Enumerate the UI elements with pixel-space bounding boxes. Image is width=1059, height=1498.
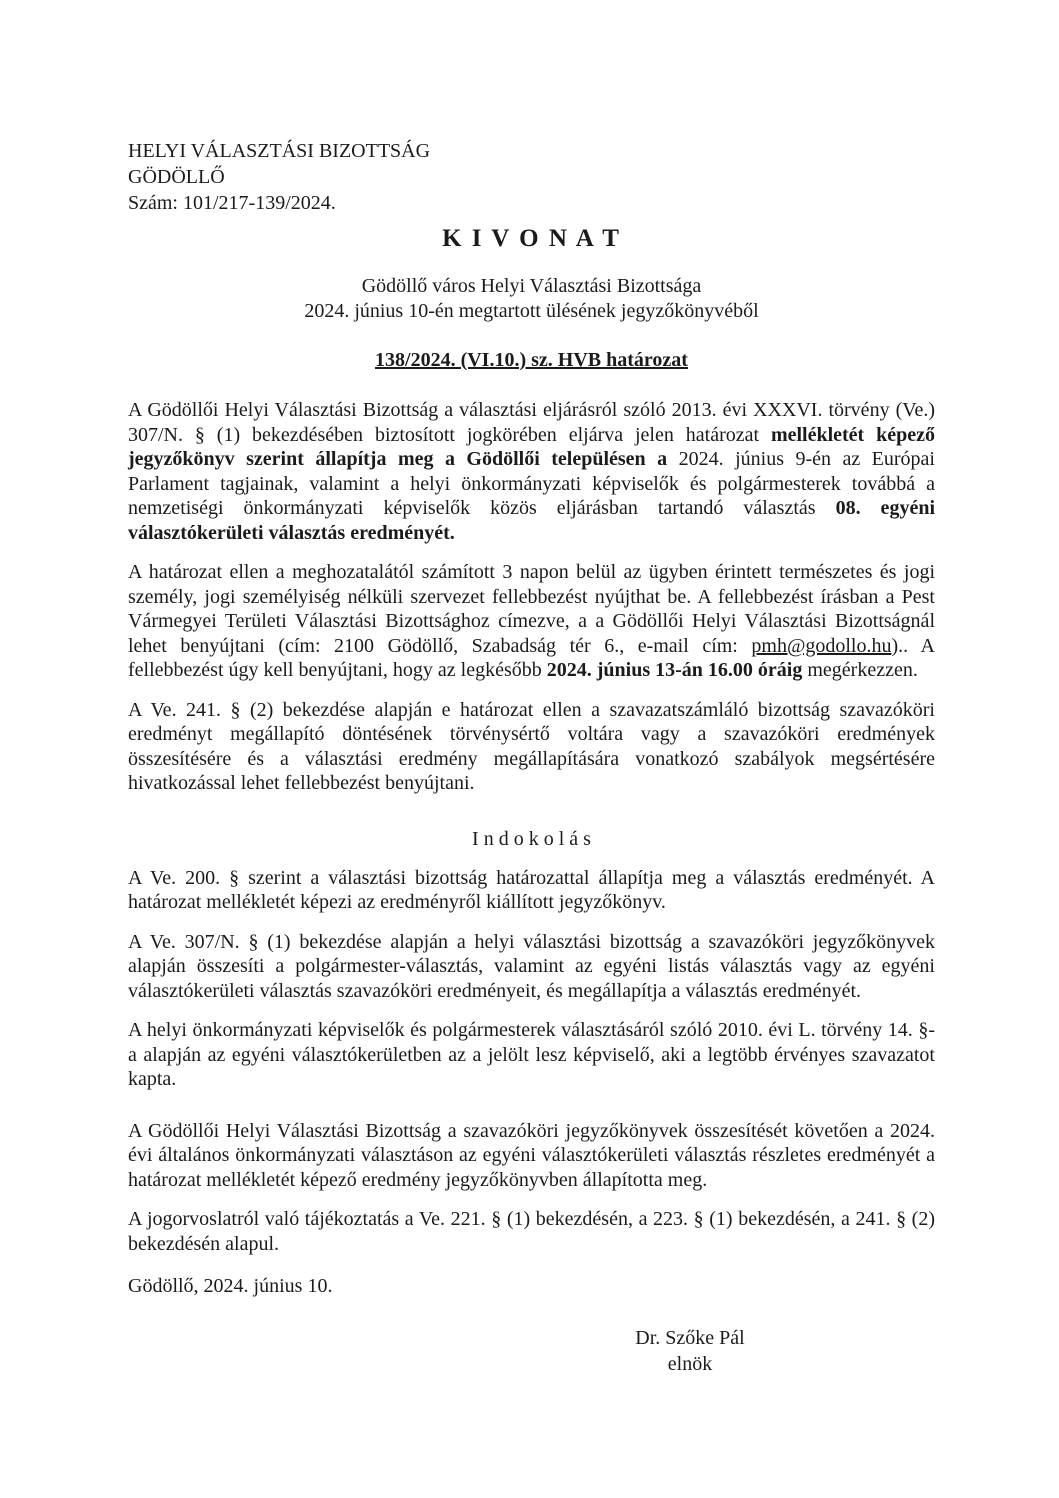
paragraph-appeal-grounds [128, 698, 935, 796]
sender-block [128, 138, 935, 216]
document-title: K I V O N A T [442, 225, 621, 252]
subtitle-block [128, 274, 935, 324]
text-run: 2024. június 9-én az Európai Parlament tagjainak, valamint a helyi önkormányzati képviselők és polgármesterek továbbá a nemzetiségi önkormányzati képviselők közös eljárásban tartandó választás [128, 448, 935, 519]
text-run: ).. A fellebbezést úgy kell benyújtani, hogy az legkésőbb [128, 634, 936, 681]
signatory-name: Dr. Szőke Pál [635, 1326, 745, 1349]
decision-heading: 138/2024. (VI.10.) sz. HVB határozat [375, 349, 688, 371]
paragraph-eredmeny [128, 1119, 935, 1193]
signatory-title: elnök [667, 1352, 713, 1375]
text-run: A Ve. 241. § (2) bekezdése alapján e határozat ellen a szavazatszámláló bizottság szavazóköri eredményt megállapító döntésének törvénysértő voltára vagy a szavazóköri eredmények összesítésére és a választási eredmény megállapítására vonatkozó szabályok megsértésére hivatkozással lehet fellebbezést benyújtani. [128, 698, 935, 794]
text-run: A határozat ellen a meghozatalától számított 3 napon belül az ügyben érintett természetes és jogi személy, jogi személyiség nélküli szervezet fellebbezést nyújthat be. A fellebbezést írásban a Pest Vármegyei Területi Választási Bizottsághoz címezve, a a Gödöllői Helyi Választási Bizottságnál lehet benyújtani (cím: 2100 Gödöllő, Szabadság tér 6., e-mail cím: [128, 561, 935, 657]
text-run: A Ve. 200. § szerint a választási bizottság határozattal állapítja meg a választás eredményét. A határozat mellékletét képezi az eredményről kiállított jegyzőkönyv. [128, 866, 935, 913]
subtitle-committee: Gödöllő város Helyi Választási Bizottsága [361, 275, 702, 297]
text-run: megérkezzen. [802, 659, 918, 681]
subtitle-session: 2024. június 10-én megtartott ülésének jegyzőkönyvéből [304, 300, 759, 322]
date-line: Gödöllő, 2024. június 10. [128, 1275, 333, 1297]
text-run: 2024. június 13-án 16.00 óráig [546, 659, 803, 681]
text-run: A Ve. 307/N. § (1) bekezdése alapján a helyi választási bizottság a szavazóköri jegyzőkönyvek alapján összesíti a polgármester-választás, valamint az egyéni listás választás vagy az egyéni választókerületi választás szavazóköri eredményeit, és megállapítja a választás eredményét. [128, 930, 935, 1002]
paragraph-jogorvoslat [128, 1207, 935, 1256]
sender-organization: HELYI VÁLASZTÁSI BIZOTTSÁG [128, 140, 431, 162]
sender-city: GÖDÖLLŐ [128, 166, 225, 188]
paragraph-ve200 [128, 866, 935, 915]
text-run: A helyi önkormányzati képviselők és polgármesterek választásáról szóló 2010. évi L. törvény 14. §-a alapján az egyéni választókerületben az a jelölt lesz képviselő, aki a legtöbb érvényes szavazatot kapta. [128, 1019, 935, 1090]
paragraph-2010-torveny [128, 1018, 935, 1092]
text-run: A Gödöllői Helyi Választási Bizottság a szavazóköri jegyzőkönyvek összesítését követően a 2024. évi általános önkormányzati választáson az egyéni választókerületi választás részletes eredményét a határozat mellékletét képező eredmény jegyzőkönyvben állapította meg. [128, 1119, 935, 1191]
text-run: A Gödöllői Helyi Választási Bizottság a választási eljárásról szóló 2013. évi XXXVI. törvény (Ve.) 307/N. § (1) bekezdésében biztosított jogkörében eljárva jelen határozat [128, 399, 935, 446]
text-run: 08. egyéni választókerületi választás eredményét. [128, 497, 935, 544]
paragraph-decision-body [128, 398, 935, 545]
paragraph-ve307n [128, 930, 935, 1004]
email-link: pmh@godollo.hu [751, 634, 892, 657]
text-run: mellékletét képező jegyzőkönyv szerint állapítja meg a Gödöllői településen a [128, 423, 935, 470]
paragraph-appeal-info [128, 560, 935, 683]
signature-block [570, 1325, 810, 1377]
text-run: A jogorvoslatról való tájékoztatás a Ve. 221. § (1) bekezdésén, a 223. § (1) bekezdésén, a 241. § (2) bekezdésén alapul. [128, 1208, 935, 1255]
section-heading-indokolas: I n d o k o l á s [472, 827, 591, 850]
reference-number: Szám: 101/217-139/2024. [128, 192, 336, 214]
